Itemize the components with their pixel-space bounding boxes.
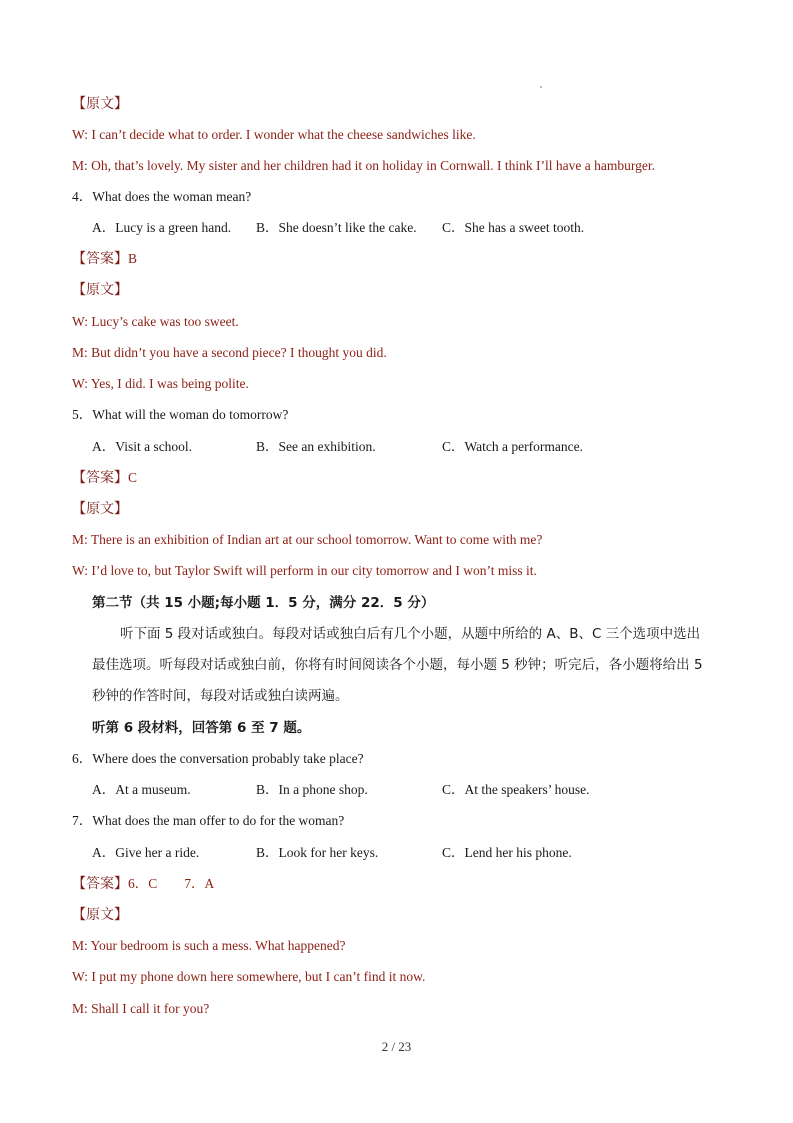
- option-a: A．At a museum.: [92, 782, 191, 797]
- answer-line: [72, 875, 214, 893]
- source-text-label: 【原文】: [72, 96, 128, 112]
- dialog-line: W: Lucy’s cake was too sweet.: [72, 314, 239, 329]
- answer-value: C: [128, 470, 138, 485]
- answer-value: B: [128, 251, 138, 266]
- dialog-line: M: Oh, that’s lovely. My sister and her children had it on holiday in Cornwall. I think I’ll have a hamburger.: [72, 158, 656, 173]
- option-b: B．In a phone shop.: [256, 782, 368, 797]
- dialog-line: W: Yes, I did. I was being polite.: [72, 376, 249, 391]
- option-a: A．Visit a school.: [92, 439, 193, 454]
- dialog-line: M: Your bedroom is such a mess. What happened?: [72, 938, 346, 953]
- dialog-line: W: I put my phone down here somewhere, but I can’t find it now.: [72, 969, 426, 984]
- instruction-text: 最佳选项。听每段对话或独白前，你将有时间阅读各个小题，每小题 5 秒钟；听完后，各小题将给出 5: [92, 657, 703, 673]
- option-b: B．She doesn’t like the cake.: [256, 220, 417, 235]
- answer-value: 6．C 7．A: [128, 876, 215, 891]
- answer-line: [72, 469, 137, 487]
- source-text-label: 【原文】: [72, 907, 128, 923]
- question-stem: 6．Where does the conversation probably take place?: [72, 751, 364, 766]
- option-c: C．Watch a performance.: [442, 439, 583, 454]
- question-stem: 4．What does the woman mean?: [72, 189, 252, 204]
- instruction-text: 听下面 5 段对话或独白。每段对话或独白后有几个小题，从题中所给的 A、B、C 三个选项中选出: [120, 626, 701, 642]
- section-heading: 第二节（共 15 小题;每小题 1．5 分，满分 22．5 分）: [92, 595, 435, 611]
- question-stem: 7．What does the man offer to do for the woman?: [72, 813, 345, 828]
- question-stem: 5．What will the woman do tomorrow?: [72, 407, 289, 422]
- answer-label: 【答案】: [72, 251, 128, 267]
- source-text-label: 【原文】: [72, 501, 128, 517]
- option-a: A．Give her a ride.: [92, 845, 200, 860]
- dialog-line: M: But didn’t you have a second piece? I thought you did.: [72, 345, 387, 360]
- scan-speck: [540, 86, 542, 88]
- option-c: C．Lend her his phone.: [442, 845, 572, 860]
- option-a: A．Lucy is a green hand.: [92, 220, 232, 235]
- answer-line: [72, 250, 137, 268]
- option-b: B．See an exhibition.: [256, 439, 376, 454]
- answer-label: 【答案】: [72, 470, 128, 486]
- dialog-line: M: Shall I call it for you?: [72, 1001, 210, 1016]
- answer-label: 【答案】: [72, 876, 128, 892]
- dialog-line: W: I’d love to, but Taylor Swift will perform in our city tomorrow and I won’t miss it.: [72, 563, 537, 578]
- instruction-text: 秒钟的作答时间，每段对话或独白读两遍。: [92, 688, 349, 704]
- dialog-line: W: I can’t decide what to order. I wonder what the cheese sandwiches like.: [72, 127, 476, 142]
- option-c: C．At the speakers’ house.: [442, 782, 590, 797]
- dialog-line: M: There is an exhibition of Indian art at our school tomorrow. Want to come with me?: [72, 532, 543, 547]
- option-c: C．She has a sweet tooth.: [442, 220, 585, 235]
- section-heading: 听第 6 段材料，回答第 6 至 7 题。: [92, 720, 311, 736]
- option-b: B．Look for her keys.: [256, 845, 379, 860]
- page-number: 2 / 23: [381, 1039, 412, 1054]
- source-text-label: 【原文】: [72, 282, 128, 298]
